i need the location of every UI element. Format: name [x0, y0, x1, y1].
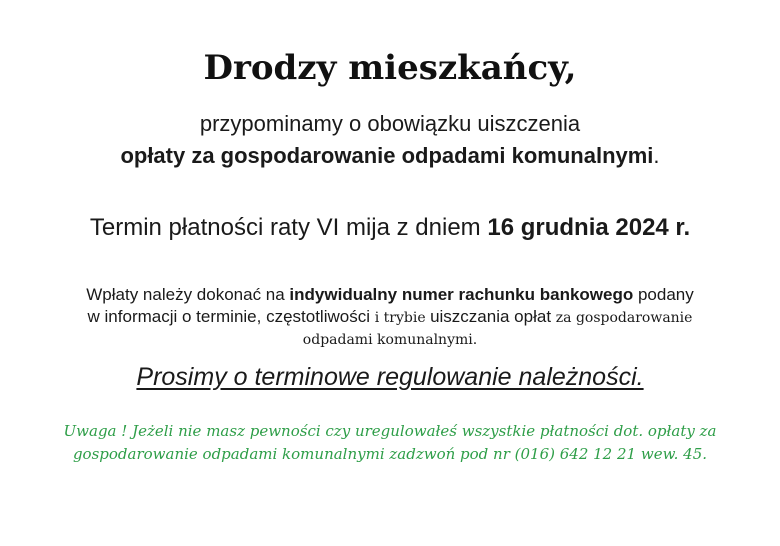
notice-title: Drodzy mieszkańcy,	[203, 48, 577, 88]
payment-appeal: Prosimy o terminowe regulowanie należności.	[136, 363, 644, 391]
deadline-line	[0, 212, 780, 244]
payment-line-1	[30, 284, 750, 306]
payment-suffix: podany	[633, 285, 694, 304]
payment-line-2-c: uiszczania opłat	[430, 307, 556, 326]
payment-line-3: odpadami komunalnymi.	[302, 332, 478, 348]
payment-line-2-a: w informacji o terminie, częstotliwości	[87, 307, 375, 326]
fee-name: opłaty za gospodarowanie odpadami komunalnymi	[120, 143, 654, 168]
warning-note	[30, 420, 750, 466]
payment-account: indywidualny numer rachunku bankowego	[289, 285, 634, 304]
deadline-prefix: Termin płatności raty VI mija z dniem	[89, 214, 488, 241]
payment-info	[30, 284, 750, 351]
deadline-date: 16 grudnia 2024 r.	[487, 214, 691, 241]
fee-name-line	[0, 142, 780, 170]
warning-line-2: gospodarowanie odpadami komunalnymi zadzwoń pod nr (016) 642 12 21 wew. 45.	[72, 445, 708, 463]
payment-line-2	[30, 306, 750, 329]
warning-line-1: Uwaga ! Jeżeli nie masz pewności czy uregulowałeś wszystkie płatności dot. opłaty za	[63, 422, 717, 440]
fee-name-period: .	[653, 143, 660, 168]
payment-line-2-b: i trybie	[374, 310, 431, 326]
payment-prefix: Wpłaty należy dokonać na	[86, 285, 290, 304]
payment-line-2-d: za gospodarowanie	[555, 310, 693, 326]
reminder-line: przypominamy o obowiązku uiszczenia	[199, 111, 581, 136]
